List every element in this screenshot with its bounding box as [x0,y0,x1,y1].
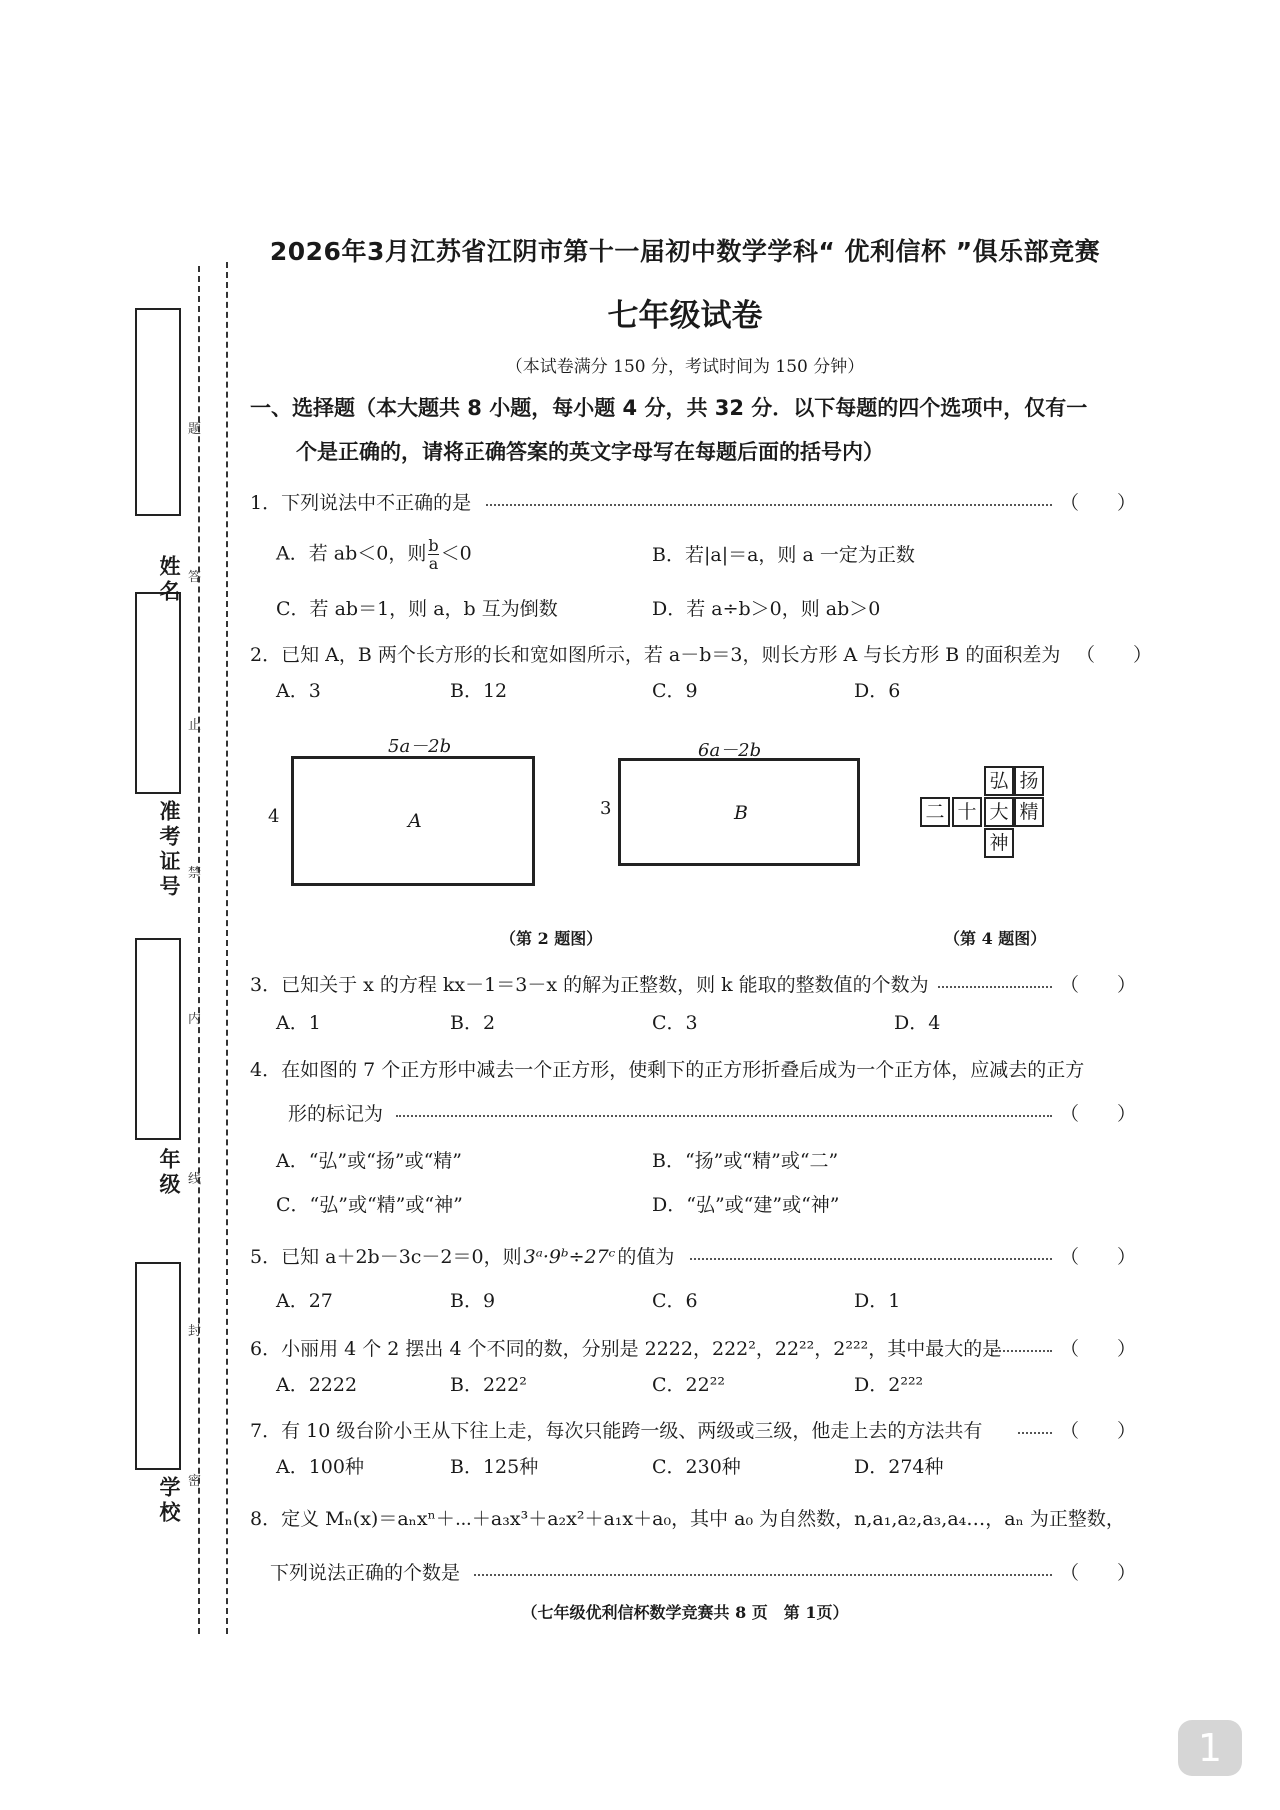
dot-leader [396,1115,1052,1117]
page-number-badge[interactable]: 1 [1178,1720,1242,1776]
section-heading: 一、选择题（本大题共 8 小题，每小题 4 分，共 32 分．以下每题的四个选项中，仅有一 [250,396,1088,420]
cube-cell-jing: 精 [1014,797,1044,827]
q4-option-c: C．“弘”或“精”或“神” [276,1194,463,1216]
answer-bracket: （ ） [1060,974,1137,996]
question-6: 6．小丽用 4 个 2 摆出 4 个不同的数，分别是 2222，222²，22²²，2²²²，其中最大的是 [250,1338,1002,1360]
exam-note: （本试卷满分 150 分，考试时间为 150 分钟） [505,357,865,377]
question-1: 1．下列说法中不正确的是 [250,492,472,514]
answer-bracket: （ ） [1060,1338,1137,1360]
answer-bracket: （ ） [1060,1103,1137,1125]
seal-char: 禁 [188,866,202,881]
q7-option-c: C．230种 [652,1456,741,1478]
dot-leader [474,1574,1052,1576]
answer-bracket: （ ） [1060,1562,1137,1584]
q1-option-a: A．若 ab＜0，则 $\frac{b}{a}$ ＜0 [276,536,472,573]
question-2: 2．已知 A，B 两个长方形的长和宽如图所示，若 a－b＝3，则长方形 A 与长方形 B 的面积差为 [250,644,1061,666]
exam-id-label: 准考证号 [157,800,181,900]
q2-option-c: C．9 [652,680,698,702]
q7-option-d: D．274种 [854,1456,944,1478]
rect-b-name: B [734,802,748,824]
rect-a-name: A [408,810,422,832]
seal-dashed-line [198,266,200,1634]
seal-char: 封 [188,1324,202,1339]
q3-option-c: C．3 [652,1012,698,1034]
q6-option-b: B．222² [450,1374,527,1396]
seal-char: 题 [188,422,202,437]
dot-leader [690,1258,1052,1260]
question-3: 3．已知关于 x 的方程 kx－1＝3－x 的解为正整数，则 k 能取的整数值的个数为 [250,974,929,996]
page-footer: （七年级优利信杯数学竞赛共 8 页 第 1页） [521,1603,849,1622]
dot-leader [486,504,1052,506]
cube-cell-da: 大 [984,797,1014,827]
dot-leader [938,986,1052,988]
page-dashed-line [226,262,228,1634]
cube-cell-hong: 弘 [984,766,1014,796]
figure-4-caption: （第 4 题图） [944,929,1047,948]
school-box [135,1262,181,1470]
question-4: 4．在如图的 7 个正方形中减去一个正方形，使剩下的正方形折叠后成为一个正方体，应减去的正方 [250,1059,1085,1081]
q5-option-b: B．9 [450,1290,496,1312]
q4-option-a: A．“弘”或“扬”或“精” [276,1150,463,1172]
name-label: 姓名 [157,555,181,605]
dot-leader [992,1350,1052,1352]
answer-bracket: （ ） [1060,1246,1137,1268]
seal-char: 止 [188,718,202,733]
grade-box [135,938,181,1140]
exam-id-box [135,592,181,794]
dot-leader [1018,1432,1052,1434]
q2-option-b: B．12 [450,680,508,702]
rect-b-side-label: 3 [600,798,612,819]
answer-bracket: （ ） [1060,492,1137,514]
q1-option-d: D．若 a÷b＞0，则 ab＞0 [652,598,881,620]
q5-option-a: A．27 [276,1290,333,1312]
question-4-cont: 形的标记为 [288,1103,384,1125]
figure-2-caption: （第 2 题图） [500,929,603,948]
q6-option-a: A．2222 [276,1374,358,1396]
q5-option-d: D．1 [854,1290,901,1312]
q3-option-d: D．4 [894,1012,941,1034]
question-5: 5．已知 a＋2b－3c－2＝0，则 3ᵃ·9ᵇ÷27ᶜ 的值为 [250,1246,675,1268]
cube-cell-er: 二 [920,797,950,827]
q2-option-d: D．6 [854,680,901,702]
seal-char: 内 [188,1012,202,1027]
cube-cell-shi: 十 [952,797,982,827]
exam-subtitle: 七年级试卷 [607,298,763,334]
grade-label: 年级 [157,1148,181,1198]
q5-expression: 3ᵃ·9ᵇ÷27ᶜ [523,1246,616,1268]
seal-char: 密 [188,1474,202,1489]
q4-option-d: D．“弘”或“建”或“神” [652,1194,840,1216]
q3-option-b: B．2 [450,1012,496,1034]
cube-cell-shen: 神 [984,828,1014,858]
question-8-cont: 下列说法正确的个数是 [270,1562,461,1584]
seal-char: 线 [188,1172,202,1187]
rect-a-side-label: 4 [268,806,280,827]
answer-bracket: （ ） [1076,644,1153,666]
q7-option-a: A．100种 [276,1456,364,1478]
question-8: 8．定义 Mₙ(x)＝aₙxⁿ＋⋯＋a₃x³＋a₂x²＋a₁x＋a₀，其中 a₀ 为自然数，n,a₁,a₂,a₃,a₄…，aₙ 为正整数， [250,1508,1125,1530]
seal-char: 答 [188,570,202,585]
rect-b-top-label: 6a－2b [698,740,762,761]
exam-title: 2026年3月江苏省江阴市第十一届初中数学学科“ 优利信杯 ”俱乐部竞赛 [269,237,1101,266]
question-7: 7．有 10 级台阶小王从下往上走，每次只能跨一级、两级或三级，他走上去的方法共有 [250,1420,983,1442]
name-box [135,308,181,516]
q1-option-b: B．若|a|＝a，则 a 一定为正数 [652,544,915,566]
q7-option-b: B．125种 [450,1456,539,1478]
answer-bracket: （ ） [1060,1420,1137,1442]
rect-a-top-label: 5a－2b [388,736,452,757]
q6-option-d: D．2²²² [854,1374,924,1396]
q5-option-c: C．6 [652,1290,698,1312]
q6-option-c: C．22²² [652,1374,725,1396]
cube-cell-yang: 扬 [1014,766,1044,796]
section-heading-cont: 个是正确的，请将正确答案的英文字母写在每题后面的括号内） [296,440,884,464]
school-label: 学校 [157,1476,181,1526]
q3-option-a: A．1 [276,1012,321,1034]
q2-option-a: A．3 [276,680,321,702]
q1-option-c: C．若 ab＝1，则 a，b 互为倒数 [276,598,558,620]
q4-option-b: B．“扬”或“精”或“二” [652,1150,839,1172]
